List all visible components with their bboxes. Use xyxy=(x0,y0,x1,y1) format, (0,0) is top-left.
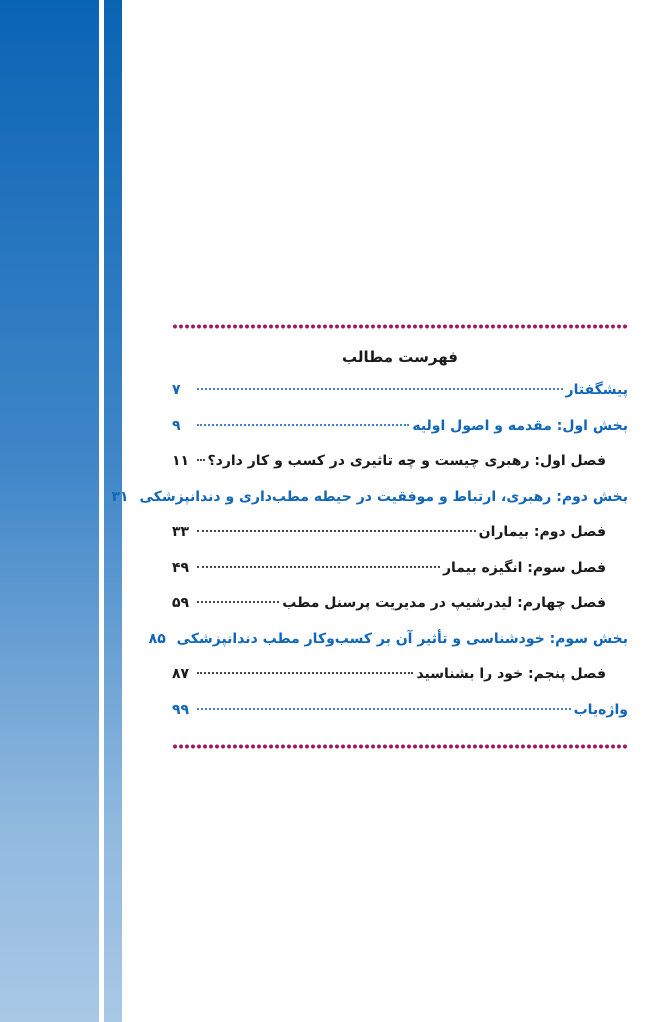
toc-entry-page-number: ۳۱ xyxy=(111,488,129,505)
toc-entry-label: واژه‌یاب xyxy=(573,701,628,718)
decorative-side-band xyxy=(0,0,99,1022)
toc-entry-label: فصل سوم: انگیزه بیمار xyxy=(442,559,606,576)
toc-entry-page-number: ۹۹ xyxy=(172,701,190,718)
table-of-contents xyxy=(111,382,628,737)
toc-entry[interactable] xyxy=(172,595,628,631)
toc-entry-label: پیشگفتار xyxy=(565,382,628,398)
toc-entry[interactable] xyxy=(172,702,628,738)
toc-entry[interactable] xyxy=(172,524,628,560)
toc-entry[interactable] xyxy=(172,560,628,596)
toc-dot-leader xyxy=(197,388,563,390)
toc-entry-label: فصل چهارم: لیدرشیپ در مدیریت پرسنل مطب xyxy=(282,595,606,611)
toc-entry-page-number: ۸۵ xyxy=(148,630,166,647)
toc-entry[interactable] xyxy=(172,382,628,418)
decorative-side-stripe xyxy=(104,0,122,1022)
toc-entry-label: فصل دوم: بیماران xyxy=(478,524,606,540)
toc-entry-label: بخش اول: مقدمه و اصول اولیه xyxy=(412,417,628,434)
toc-entry-page-number: ۵۹ xyxy=(172,595,190,611)
toc-entry-label: فصل پنجم: خود را بشناسید xyxy=(416,666,606,682)
toc-dot-leader xyxy=(197,424,409,426)
toc-dot-leader xyxy=(197,708,571,710)
toc-entry[interactable] xyxy=(172,418,628,454)
toc-entry-page-number: ۱۱ xyxy=(172,453,190,469)
toc-entry-page-number: ۹ xyxy=(172,417,181,434)
toc-entry[interactable] xyxy=(148,630,628,667)
toc-dot-leader xyxy=(197,672,413,674)
dotted-divider-top xyxy=(172,324,628,329)
toc-dot-leader xyxy=(197,601,279,603)
toc-entry[interactable] xyxy=(172,453,628,489)
toc-entry-label: فصل اول: رهبری چیست و چه تاثیری در کسب و کار دارد؟ xyxy=(207,453,606,469)
toc-dot-leader xyxy=(197,459,205,461)
toc-entry-label: بخش دوم: رهبری، ارتباط و موفقیت در حیطه مطب‌داری و دندانپزشکی xyxy=(139,488,628,505)
toc-entry[interactable] xyxy=(172,666,628,702)
toc-entry-page-number: ۳۳ xyxy=(172,524,190,540)
toc-entry-page-number: ۴۹ xyxy=(172,559,190,576)
toc-dot-leader xyxy=(197,566,440,568)
toc-title: فهرست مطالب xyxy=(342,348,458,366)
toc-entry-page-number: ۷ xyxy=(172,382,181,398)
toc-entry[interactable] xyxy=(111,488,628,525)
toc-entry-page-number: ۸۷ xyxy=(172,666,190,682)
toc-dot-leader xyxy=(197,530,476,532)
dotted-divider-bottom xyxy=(172,744,628,749)
toc-entry-label: بخش سوم: خودشناسی و تأثیر آن بر کسب‌وکار مطب دندانپزشکی xyxy=(176,630,628,647)
